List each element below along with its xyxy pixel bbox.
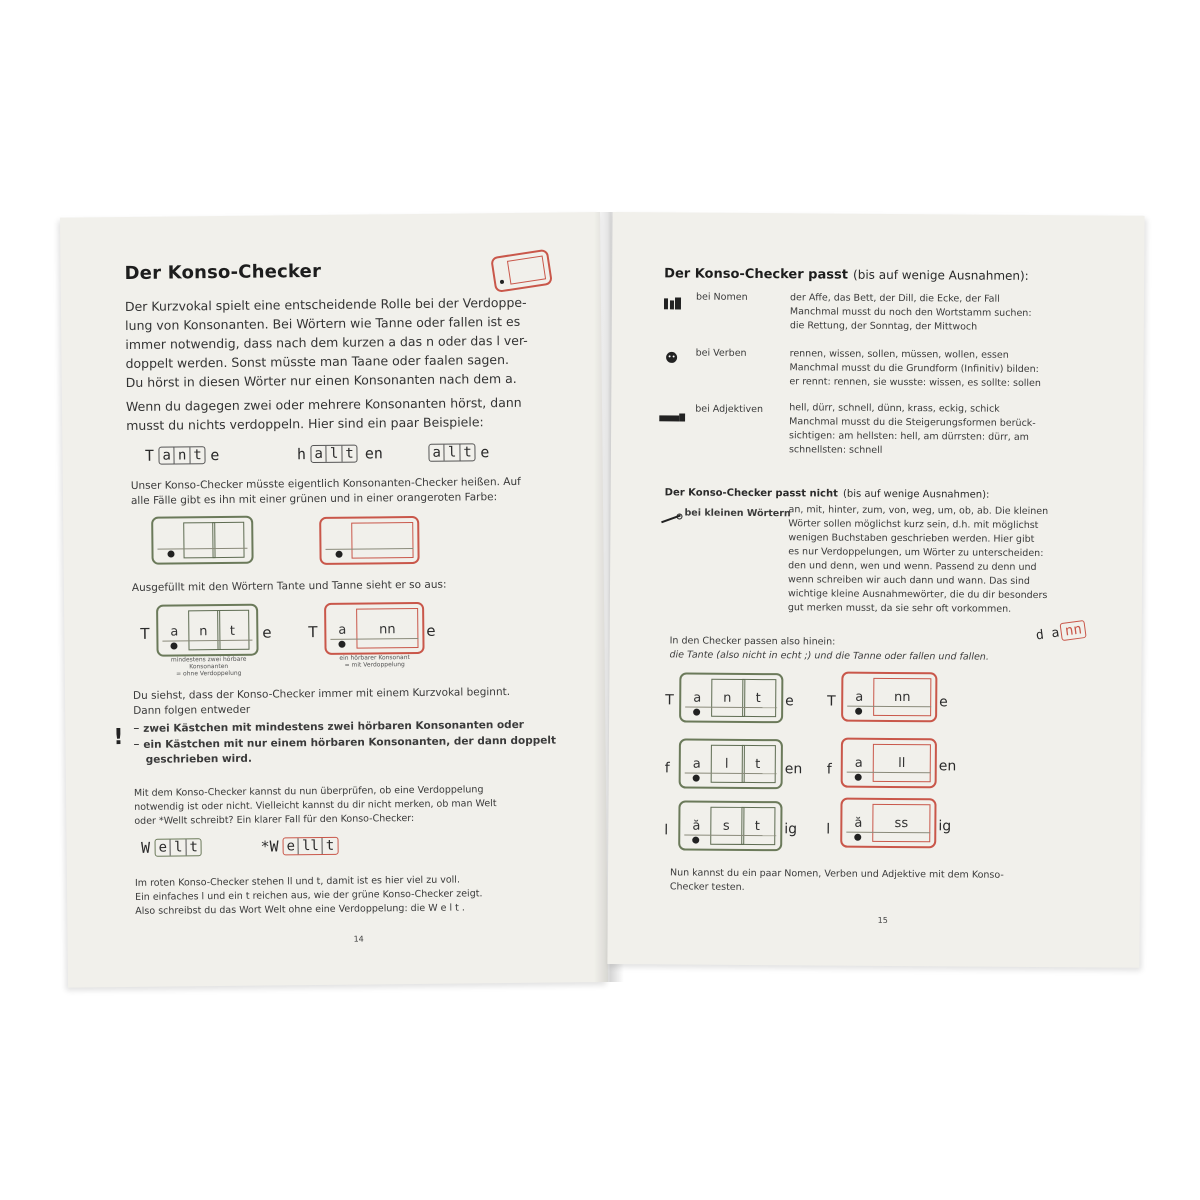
grid-row2-green-pre: f	[664, 760, 670, 777]
grid-row1-green-post: e	[785, 693, 794, 710]
bullet-item-2: – ein Kästchen mit nur einem hörbaren Konsonanten, der dann doppelt	[133, 734, 557, 751]
green-checker-empty	[151, 516, 253, 565]
grid-row2-red-checker: a ll	[841, 738, 937, 789]
red-checker-filled: a nn	[324, 602, 425, 655]
paragraph-six: Im roten Konso-Checker stehen ll und t, damit ist es hier viel zu voll. Ein einfaches l und ein t reichen aus, wie der grüne Konso-Checker zeigt. Also schreibst du das Wort Welt ohne eine Verdoppelung: die W e l t .	[134, 874, 483, 917]
grid-row1-green-pre: T	[665, 692, 674, 709]
grid-row3-red-checker: ă ss	[840, 798, 936, 849]
example-word-halten: h a l t en	[296, 444, 383, 464]
right-page	[607, 212, 1144, 968]
filled-red-post: e	[426, 621, 436, 640]
red-note: ein hörbarer Konsonant = mit Verdoppelung	[339, 654, 410, 669]
nomen-icon	[664, 294, 682, 306]
right-title: Der Konso-Checker passt (bis auf wenige Ausnahmen):	[664, 266, 1029, 283]
exclamation-icon: !	[113, 725, 124, 751]
closing-paragraph: Nun kannst du ein paar Nomen, Verben und Adjektive mit dem Konso- Checker testen.	[669, 867, 1004, 893]
grid-row2-red-post: en	[938, 758, 957, 775]
page-number: 14	[353, 934, 364, 944]
grid-row3-green-checker: ă s t	[678, 800, 782, 851]
page-number: 15	[877, 915, 888, 925]
grid-row1-green-checker: a n t	[679, 672, 783, 723]
bullet-item-1: – zwei Kästchen mit mindestens zwei hörbaren Konsonanten oder	[133, 718, 525, 735]
grid-row2-red-pre: f	[826, 761, 832, 778]
small-words-text: an, mit, hinter, zum, von, weg, um, ob, ab. Die kleinen Wörter sollen möglichst kurz sein, d.h. mit möglichst wenigen Buchstaben geschrieben werden. Hier gibt es nur Verdoppelungen, um Wörter zu unterscheiden: den und denn, wen und wenn. Passend zu denn und wenn schreiben wir auch dann und wann. Das sind wichtige kleine Ausnahmewörter, die du dir besonders gut merken musst, da sie sehr oft vorkommen.	[787, 504, 1049, 615]
filled-red-pre: T	[308, 623, 318, 642]
intro-paragraph: Der Kurzvokal spielt eine entscheidende Rolle bei der Verdoppe- lung von Konsonanten. Bei Wörtern wie Tanne oder fallen ist es immer notwendig, dass nach dem kurzen a das n oder das l ver- doppelt werden. Sonst müsste man Taane oder faalen sagen. Du hörst in diesen Wörter nur einen Konsonanten nach dem a.	[124, 294, 528, 390]
verb-icon	[666, 348, 678, 360]
filled-caption: Ausgefüllt mit den Wörtern Tante und Tanne sieht er so aus:	[131, 578, 447, 594]
grid-row2-green-checker: a l t	[679, 738, 783, 789]
row-label-nomen: bei Nomen	[695, 291, 748, 303]
row-text-verben: rennen, wissen, sollen, müssen, wollen, essen Manchmal musst du die Grundform (Infinitiv) bilden: er rennt: rennen, sie wusste: wissen, es sollte: sollen	[789, 348, 1041, 390]
open-book	[64, 212, 1142, 982]
left-page	[60, 212, 608, 988]
paragraph-five: Mit dem Konso-Checker kannst du nun überprüfen, ob eine Verdoppelung notwendig ist oder nicht. Vielleicht kannst du dir nicht merken, ob man Welt oder *Wellt schreibt? Ein klarer Fall für den Konso-Checker:	[133, 784, 497, 827]
paragraph-four: Du siehst, dass der Konso-Checker immer mit einem Kurzvokal beginnt. Dann folgen entweder	[132, 685, 511, 717]
row-label-adjektiven: bei Adjektiven	[695, 403, 764, 416]
bullet-list: – zwei Kästchen mit mindestens zwei hörbaren Konsonanten oder – ein Kästchen mit nur einem hörbaren Konsonanten, der dann doppelt geschrieben wird.	[133, 716, 573, 768]
grid-row2-green-post: en	[784, 761, 803, 778]
welt-red-example: *W e ll t	[259, 837, 339, 856]
example-word-alte: a l t e	[428, 443, 491, 462]
row-text-nomen: der Affe, das Bett, der Dill, die Ecke, der Fall Manchmal musst du noch den Wortstamm suchen: die Rettung, der Sonntag, der Mittwoch	[789, 292, 1032, 333]
green-checker-filled: a n t	[156, 604, 259, 657]
adjective-icon	[659, 406, 685, 414]
small-words-label: bei kleinen Wörtern	[684, 507, 791, 520]
dann-example: d a nn	[1035, 620, 1087, 645]
not-fit-title: Der Konso-Checker passt nicht (bis auf wenige Ausnahmen):	[664, 487, 990, 501]
paragraph-three: Unser Konso-Checker müsste eigentlich Konsonanten-Checker heißen. Auf alle Fälle gibt es ihn mit einer grünen und in einer orangeroten Farbe:	[130, 475, 521, 507]
filled-green-post: e	[262, 623, 272, 642]
row-label-verben: bei Verben	[695, 347, 747, 359]
checker-logo-icon	[490, 249, 553, 293]
grid-row1-red-post: e	[939, 694, 948, 711]
page-title: Der Konso-Checker	[124, 260, 322, 285]
row-text-adjektiven: hell, dürr, schnell, dünn, krass, eckig, schick Manchmal musst du die Steigerungsformen berück- sichtigen: am hellsten: hell, am dürrsten: dürr, am schnellsten: schnell	[788, 402, 1036, 456]
pen-icon	[660, 508, 682, 518]
red-checker-empty	[319, 516, 419, 565]
grid-row1-red-checker: a nn	[841, 672, 937, 723]
grid-row3-green-pre: l	[664, 822, 669, 839]
grid-row1-red-pre: T	[827, 693, 836, 710]
paragraph-two: Wenn du dagegen zwei oder mehrere Konsonanten hörst, dann musst du nichts verdoppeln. Hier sind ein paar Beispiele:	[125, 394, 522, 433]
example-word-tante: T a n t e	[144, 446, 220, 465]
filled-green-pre: T	[140, 624, 150, 643]
grid-row3-red-post: ig	[938, 818, 952, 835]
green-note: mindestens zwei hörbare Konsonanten = ohne Verdoppelung	[170, 655, 247, 678]
grid-row3-red-pre: l	[826, 821, 831, 838]
welt-green-example: W e l t	[139, 838, 202, 857]
fit-text: In den Checker passen also hinein: die Tante (also nicht in echt ;) und die Tanne oder fallen und fallen.	[669, 635, 989, 663]
grid-row3-green-post: ig	[784, 821, 798, 838]
